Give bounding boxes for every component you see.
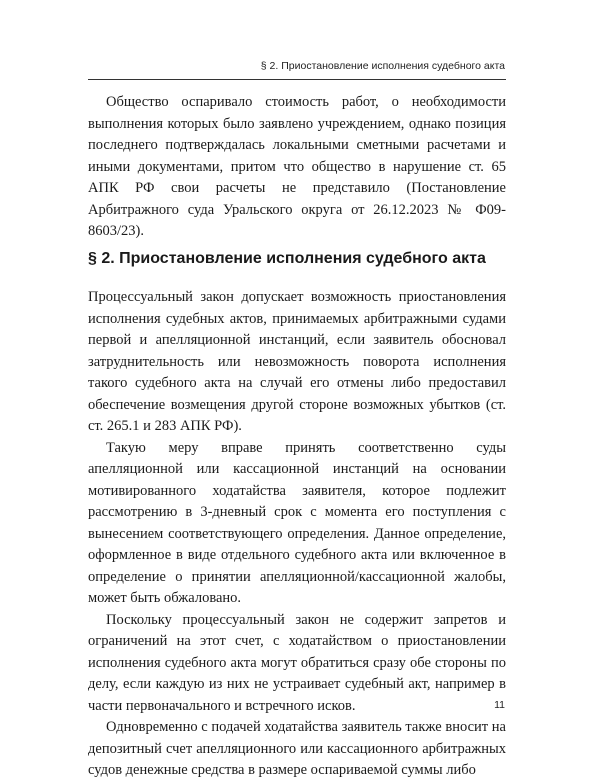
- section-title: § 2. Приостановление исполнения судебного акта: [88, 250, 486, 267]
- running-header: § 2. Приостановление исполнения судебного акта: [260, 60, 505, 72]
- body-paragraph-2: Такую меру вправе принять соответственно суды апелляционной или кассационной инстанций на основании мотивированного ходатайства заявителя, которое подлежит рассмотрению в 3-дневный срок с момента его поступления с вынесением соответствующего определения. Данное определение, оформленное в виде отдельного судебного акта или включенное в определение о принятии апелляционной/кассационной жалобы, может быть обжаловано.: [88, 439, 506, 606]
- header-divider: [88, 79, 506, 80]
- body-paragraph-3: Поскольку процессуальный закон не содержит запретов и ограничений на этот счет, с ходатайством о приостановлении исполнения судебного акта могут обратиться сразу обе стороны по делу, если каждую из них не устраивает судебный акт, например в части первоначального и встречного исков.: [88, 611, 506, 714]
- intro-text-block: [88, 92, 506, 243]
- page-number: 11: [494, 699, 505, 711]
- section-body: [88, 287, 506, 782]
- body-paragraph-4: Одновременно с подачей ходатайства заявитель также вносит на депозитный счет апелляционного или кассационного арбитражных судов денежные средства в размере оспариваемой суммы либо: [88, 719, 506, 778]
- intro-paragraph: Общество оспаривало стоимость работ, о необходимости выполнения которых было заявлено учреждением, однако позиция последнего подтверждалась локальными сметными расчетами и иными документами, притом что общество в нарушение ст. 65 АПК РФ свои расчеты не представило (Постановление Арбитражного суда Уральского округа от 26.12.2023 № Ф09-8603/23).: [88, 94, 506, 239]
- body-paragraph-1: Процессуальный закон допускает возможность приостановления исполнения судебных актов, принимаемых арбитражными судами первой и апелляционной инстанций, если заявитель обосновал затруднительность или невозможность поворота исполнения такого судебного акта на случай его отмены либо предоставил обеспечение возмещения другой стороне возможных убытков (ст. ст. 265.1 и 283 АПК РФ).: [88, 289, 506, 434]
